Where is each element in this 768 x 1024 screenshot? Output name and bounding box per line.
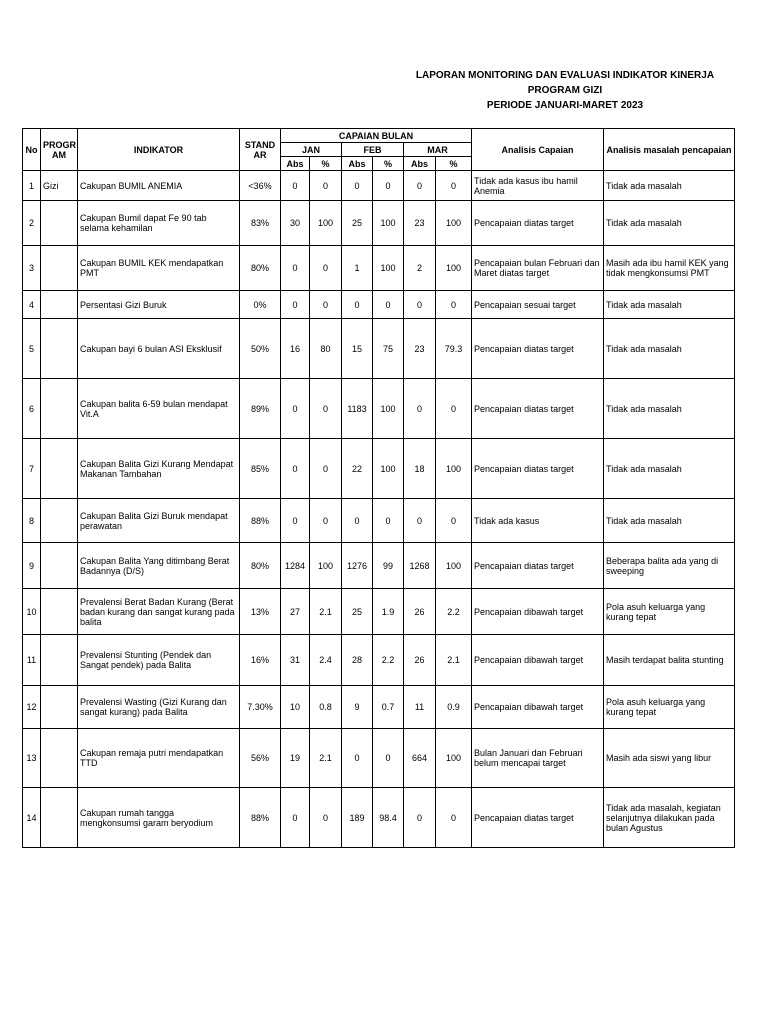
cell-indikator: Cakupan Balita Yang ditimbang Berat Badannya (D/S) (78, 543, 240, 589)
table-row (23, 201, 735, 246)
cell-indikator: Persentasi Gizi Buruk (78, 291, 240, 319)
table-row (23, 543, 735, 589)
cell-mar-pct: 0 (436, 291, 472, 319)
cell-program (41, 246, 78, 291)
cell-mar-pct: 0 (436, 788, 472, 848)
table-row (23, 499, 735, 543)
cell-feb-abs: 25 (342, 589, 373, 635)
cell-feb-pct: 75 (373, 319, 404, 379)
cell-jan-abs: 31 (281, 635, 310, 686)
cell-standar: 88% (240, 499, 281, 543)
cell-program (41, 543, 78, 589)
cell-analisis: Tidak ada kasus ibu hamil Anemia (472, 171, 604, 201)
cell-feb-pct: 0 (373, 499, 404, 543)
cell-mar-abs: 26 (404, 589, 436, 635)
cell-indikator: Cakupan Balita Gizi Buruk mendapat perawatan (78, 499, 240, 543)
cell-feb-abs: 0 (342, 499, 373, 543)
cell-mar-abs: 0 (404, 291, 436, 319)
cell-mar-abs: 23 (404, 319, 436, 379)
cell-masalah: Beberapa balita ada yang di sweeping (604, 543, 735, 589)
cell-analisis: Tidak ada kasus (472, 499, 604, 543)
header-mar-pct: % (436, 157, 472, 171)
cell-jan-abs: 0 (281, 291, 310, 319)
header-analisis-capaian: Analisis Capaian (472, 129, 604, 171)
cell-jan-pct: 2.1 (310, 729, 342, 788)
cell-no: 1 (23, 171, 41, 201)
cell-mar-pct: 2.1 (436, 635, 472, 686)
cell-no: 8 (23, 499, 41, 543)
header-standar: STAND AR (240, 129, 281, 171)
cell-feb-pct: 0 (373, 729, 404, 788)
cell-no: 12 (23, 686, 41, 729)
table-row (23, 788, 735, 848)
cell-mar-pct: 100 (436, 543, 472, 589)
cell-standar: <36% (240, 171, 281, 201)
cell-analisis: Pencapaian diatas target (472, 379, 604, 439)
table-row (23, 589, 735, 635)
cell-feb-pct: 1.9 (373, 589, 404, 635)
cell-standar: 88% (240, 788, 281, 848)
cell-mar-abs: 1268 (404, 543, 436, 589)
cell-feb-abs: 1183 (342, 379, 373, 439)
header-no: No (23, 129, 41, 171)
cell-standar: 7.30% (240, 686, 281, 729)
cell-feb-abs: 22 (342, 439, 373, 499)
cell-jan-abs: 0 (281, 246, 310, 291)
cell-jan-abs: 30 (281, 201, 310, 246)
table-row (23, 686, 735, 729)
cell-program (41, 291, 78, 319)
cell-jan-abs: 1284 (281, 543, 310, 589)
cell-no: 5 (23, 319, 41, 379)
cell-mar-pct: 100 (436, 439, 472, 499)
cell-no: 4 (23, 291, 41, 319)
cell-feb-abs: 1276 (342, 543, 373, 589)
cell-masalah: Tidak ada masalah (604, 171, 735, 201)
cell-feb-abs: 15 (342, 319, 373, 379)
cell-analisis: Pencapaian dibawah target (472, 635, 604, 686)
cell-program (41, 201, 78, 246)
cell-jan-abs: 16 (281, 319, 310, 379)
cell-feb-pct: 98.4 (373, 788, 404, 848)
table-row (23, 246, 735, 291)
cell-program (41, 589, 78, 635)
header-mar: MAR (404, 143, 472, 157)
cell-jan-abs: 10 (281, 686, 310, 729)
cell-mar-abs: 0 (404, 171, 436, 201)
report-subtitle-program: PROGRAM GIZI (527, 85, 603, 96)
header-program: PROGR AM (41, 129, 78, 171)
cell-jan-pct: 0 (310, 439, 342, 499)
cell-mar-pct: 0 (436, 379, 472, 439)
cell-analisis: Pencapaian diatas target (472, 319, 604, 379)
cell-masalah: Tidak ada masalah (604, 439, 735, 499)
cell-mar-abs: 0 (404, 379, 436, 439)
cell-jan-pct: 0.8 (310, 686, 342, 729)
cell-feb-pct: 100 (373, 246, 404, 291)
cell-jan-abs: 0 (281, 788, 310, 848)
cell-indikator: Prevalensi Berat Badan Kurang (Berat badan kurang dan sangat kurang pada balita (78, 589, 240, 635)
cell-feb-abs: 189 (342, 788, 373, 848)
cell-jan-pct: 0 (310, 788, 342, 848)
cell-mar-pct: 0 (436, 171, 472, 201)
cell-feb-abs: 1 (342, 246, 373, 291)
cell-program (41, 439, 78, 499)
cell-mar-abs: 18 (404, 439, 436, 499)
cell-feb-abs: 0 (342, 729, 373, 788)
cell-mar-pct: 100 (436, 729, 472, 788)
cell-mar-abs: 0 (404, 499, 436, 543)
header-feb: FEB (342, 143, 404, 157)
cell-mar-pct: 0.9 (436, 686, 472, 729)
cell-no: 2 (23, 201, 41, 246)
cell-feb-pct: 0 (373, 291, 404, 319)
cell-feb-pct: 0 (373, 171, 404, 201)
cell-mar-abs: 26 (404, 635, 436, 686)
cell-indikator: Cakupan BUMIL KEK mendapatkan PMT (78, 246, 240, 291)
cell-no: 3 (23, 246, 41, 291)
cell-jan-abs: 0 (281, 171, 310, 201)
cell-analisis: Pencapaian diatas target (472, 201, 604, 246)
table-body (23, 171, 735, 848)
cell-feb-pct: 2.2 (373, 635, 404, 686)
cell-mar-abs: 23 (404, 201, 436, 246)
cell-feb-abs: 25 (342, 201, 373, 246)
cell-analisis: Pencapaian dibawah target (472, 686, 604, 729)
cell-feb-pct: 100 (373, 439, 404, 499)
cell-masalah: Tidak ada masalah (604, 499, 735, 543)
cell-mar-abs: 2 (404, 246, 436, 291)
cell-analisis: Pencapaian bulan Februari dan Maret diatas target (472, 246, 604, 291)
cell-masalah: Pola asuh keluarga yang kurang tepat (604, 686, 735, 729)
header-analisis-masalah: Analisis masalah pencapaian (604, 129, 735, 171)
cell-indikator: Prevalensi Stunting (Pendek dan Sangat pendek) pada Balita (78, 635, 240, 686)
cell-feb-abs: 0 (342, 291, 373, 319)
cell-no: 7 (23, 439, 41, 499)
cell-analisis: Pencapaian dibawah target (472, 589, 604, 635)
header-feb-pct: % (373, 157, 404, 171)
cell-mar-abs: 664 (404, 729, 436, 788)
cell-indikator: Cakupan BUMIL ANEMIA (78, 171, 240, 201)
cell-jan-abs: 27 (281, 589, 310, 635)
header-jan: JAN (281, 143, 342, 157)
cell-feb-pct: 99 (373, 543, 404, 589)
cell-feb-abs: 0 (342, 171, 373, 201)
cell-indikator: Cakupan rumah tangga mengkonsumsi garam beryodium (78, 788, 240, 848)
cell-feb-pct: 0.7 (373, 686, 404, 729)
header-jan-pct: % (310, 157, 342, 171)
cell-no: 13 (23, 729, 41, 788)
cell-jan-pct: 0 (310, 291, 342, 319)
report-subtitle-period: PERIODE JANUARI-MARET 2023 (486, 100, 644, 111)
cell-masalah: Pola asuh keluarga yang kurang tepat (604, 589, 735, 635)
cell-standar: 56% (240, 729, 281, 788)
report-title: LAPORAN MONITORING DAN EVALUASI INDIKATOR KINERJA (415, 70, 715, 81)
cell-masalah: Tidak ada masalah (604, 379, 735, 439)
cell-jan-abs: 19 (281, 729, 310, 788)
cell-masalah: Tidak ada masalah, kegiatan selanjutnya dilakukan pada bulan Agustus (604, 788, 735, 848)
cell-masalah: Tidak ada masalah (604, 319, 735, 379)
cell-standar: 89% (240, 379, 281, 439)
cell-mar-pct: 100 (436, 201, 472, 246)
table-row (23, 171, 735, 201)
cell-no: 9 (23, 543, 41, 589)
cell-jan-pct: 0 (310, 499, 342, 543)
cell-indikator: Cakupan Balita Gizi Kurang Mendapat Makanan Tambahan (78, 439, 240, 499)
table-row (23, 379, 735, 439)
cell-standar: 85% (240, 439, 281, 499)
cell-mar-abs: 11 (404, 686, 436, 729)
cell-indikator: Cakupan Bumil dapat Fe 90 tab selama kehamilan (78, 201, 240, 246)
cell-mar-pct: 100 (436, 246, 472, 291)
cell-standar: 0% (240, 291, 281, 319)
cell-jan-pct: 0 (310, 246, 342, 291)
cell-jan-pct: 80 (310, 319, 342, 379)
cell-indikator: Cakupan bayi 6 bulan ASI Eksklusif (78, 319, 240, 379)
cell-jan-pct: 0 (310, 171, 342, 201)
cell-program (41, 729, 78, 788)
cell-no: 14 (23, 788, 41, 848)
table-row (23, 319, 735, 379)
cell-jan-pct: 2.1 (310, 589, 342, 635)
cell-indikator: Cakupan balita 6-59 bulan mendapat Vit.A (78, 379, 240, 439)
table-row (23, 291, 735, 319)
cell-analisis: Pencapaian diatas target (472, 543, 604, 589)
cell-masalah: Masih ada siswi yang libur (604, 729, 735, 788)
cell-program (41, 686, 78, 729)
cell-standar: 83% (240, 201, 281, 246)
cell-jan-pct: 0 (310, 379, 342, 439)
cell-mar-abs: 0 (404, 788, 436, 848)
cell-mar-pct: 79.3 (436, 319, 472, 379)
cell-analisis: Pencapaian sesuai target (472, 291, 604, 319)
cell-no: 6 (23, 379, 41, 439)
header-feb-abs: Abs (342, 157, 373, 171)
header-indikator: INDIKATOR (78, 129, 240, 171)
cell-mar-pct: 2.2 (436, 589, 472, 635)
cell-standar: 80% (240, 246, 281, 291)
cell-program (41, 319, 78, 379)
cell-masalah: Tidak ada masalah (604, 291, 735, 319)
header-mar-abs: Abs (404, 157, 436, 171)
cell-program (41, 379, 78, 439)
cell-feb-pct: 100 (373, 379, 404, 439)
cell-masalah: Masih ada ibu hamil KEK yang tidak mengkonsumsi PMT (604, 246, 735, 291)
cell-jan-abs: 0 (281, 439, 310, 499)
cell-masalah: Masih terdapat balita stunting (604, 635, 735, 686)
cell-analisis: Bulan Januari dan Februari belum mencapai target (472, 729, 604, 788)
cell-standar: 13% (240, 589, 281, 635)
cell-program (41, 635, 78, 686)
cell-no: 10 (23, 589, 41, 635)
cell-feb-pct: 100 (373, 201, 404, 246)
cell-jan-abs: 0 (281, 499, 310, 543)
header-jan-abs: Abs (281, 157, 310, 171)
cell-analisis: Pencapaian diatas target (472, 439, 604, 499)
cell-standar: 50% (240, 319, 281, 379)
cell-analisis: Pencapaian diatas target (472, 788, 604, 848)
table-row (23, 729, 735, 788)
cell-feb-abs: 9 (342, 686, 373, 729)
cell-program (41, 499, 78, 543)
cell-indikator: Prevalensi Wasting (Gizi Kurang dan sangat kurang) pada Balita (78, 686, 240, 729)
cell-mar-pct: 0 (436, 499, 472, 543)
cell-jan-pct: 100 (310, 543, 342, 589)
table-row (23, 635, 735, 686)
cell-program: Gizi (41, 171, 78, 201)
cell-standar: 16% (240, 635, 281, 686)
cell-indikator: Cakupan remaja putri mendapatkan TTD (78, 729, 240, 788)
cell-no: 11 (23, 635, 41, 686)
cell-standar: 80% (240, 543, 281, 589)
header-capaian-bulan: CAPAIAN BULAN (281, 129, 472, 143)
cell-masalah: Tidak ada masalah (604, 201, 735, 246)
cell-program (41, 788, 78, 848)
cell-jan-pct: 2.4 (310, 635, 342, 686)
cell-jan-abs: 0 (281, 379, 310, 439)
table-row (23, 439, 735, 499)
cell-feb-abs: 28 (342, 635, 373, 686)
indicator-table (22, 128, 735, 848)
cell-jan-pct: 100 (310, 201, 342, 246)
